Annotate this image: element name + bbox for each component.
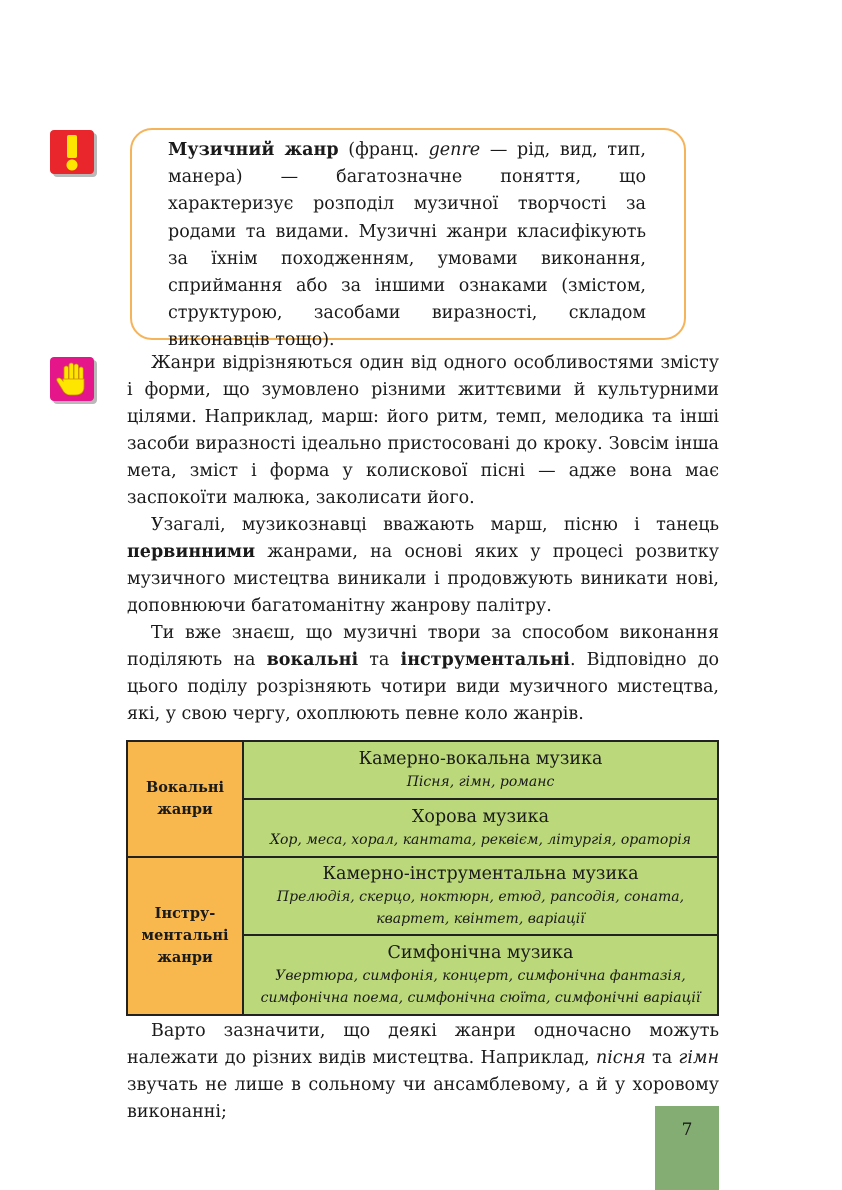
term-instrumental: інструментальні <box>400 650 570 670</box>
paragraph-3: Ти вже знаєш, що музичні твори за способом виконання поділяють на вокальні та інструментальні. Відповідно до цього поділу розрізняють чотири види музичного мистецтва, які, у свою чергу, охоплюють певне коло жанрів. <box>127 623 720 724</box>
kind-genres: Пісня, гімн, романс <box>406 773 555 790</box>
exclamation-icon <box>50 130 94 174</box>
kind-genres: Прелюдія, скерцо, ноктюрн, етюд, рапсодія, соната, квартет, квінтет, варіації <box>276 888 685 927</box>
main-text-continued <box>127 1018 719 1126</box>
term-song: пісня <box>595 1048 646 1068</box>
definition-term: Музичний жанр <box>168 140 339 160</box>
kind-genres: Увертюра, симфонія, концерт, симфонічна фантазія, симфонічна поема, симфонічна сюїта, симфонічні варіації <box>260 967 701 1006</box>
page-number: 7 <box>681 1120 693 1140</box>
vocal-genres-cell: Вокальні жанри <box>127 741 243 857</box>
choral-cell <box>243 799 718 857</box>
kind-title: Камерно-інструментальна музика <box>322 863 639 884</box>
kind-title: Симфонічна музика <box>387 942 574 963</box>
hand-icon <box>50 357 94 401</box>
main-text <box>127 350 719 728</box>
paragraph-4: Варто зазначити, що деякі жанри одночасно можуть належати до різних видів мистецтва. Наприклад, пісня та гімн звучать не лише в сольному чи ансамблевому, а й у хоровому виконанні; <box>127 1021 719 1122</box>
definition-foreign-word: genre <box>428 140 481 160</box>
kind-title: Камерно-вокальна музика <box>358 748 603 769</box>
chamber-instrumental-cell <box>243 857 718 935</box>
table-row <box>127 741 718 799</box>
term-anthem: гімн <box>678 1048 719 1068</box>
instrumental-genres-cell: Інстру- ментальні жанри <box>127 857 243 1015</box>
paragraph-1: Жанри відрізняються один від одного особливостями змісту і форми, що зумовлено різними життєвими й культурними цілями. Наприклад, марш: його ритм, темп, мелодика та інші засоби виразності ідеально пристосовані до кроку. Зовсім інша мета, зміст і форма у колискової пісні — адже вона має заспокоїти малюка, заколисати його. <box>127 353 719 508</box>
definition-text: Музичний жанр (франц. genre — рід, вид, тип, манера) — багатозначне поняття, що характеризує розподіл музичної творчості за родами та видами. Музичні жанри класифікують за їхнім походженням, умовами виконання, сприймання або за іншими ознаками (змістом, структурою, засобами виразності, складом виконавців тощо). <box>168 140 646 351</box>
genres-table <box>126 740 719 1016</box>
kind-title: Хорова музика <box>411 806 550 827</box>
term-vocal: вокальні <box>266 650 359 670</box>
term-primary: первинними <box>127 542 256 562</box>
table-row <box>127 857 718 935</box>
definition-box <box>130 128 686 351</box>
kind-genres: Хор, меса, хорал, кантата, реквієм, літургія, ораторія <box>270 831 691 848</box>
chamber-vocal-cell <box>243 741 718 799</box>
paragraph-2: Узагалі, музикознавці вважають марш, пісню і танець первинними жанрами, на основі яких у процесі розвитку музичного мистецтва виникали і продовжують виникати нові, доповнюючи багатоманітну жанрову палітру. <box>127 515 719 616</box>
symphonic-cell <box>243 935 718 1015</box>
page-number-tab <box>655 1106 719 1190</box>
